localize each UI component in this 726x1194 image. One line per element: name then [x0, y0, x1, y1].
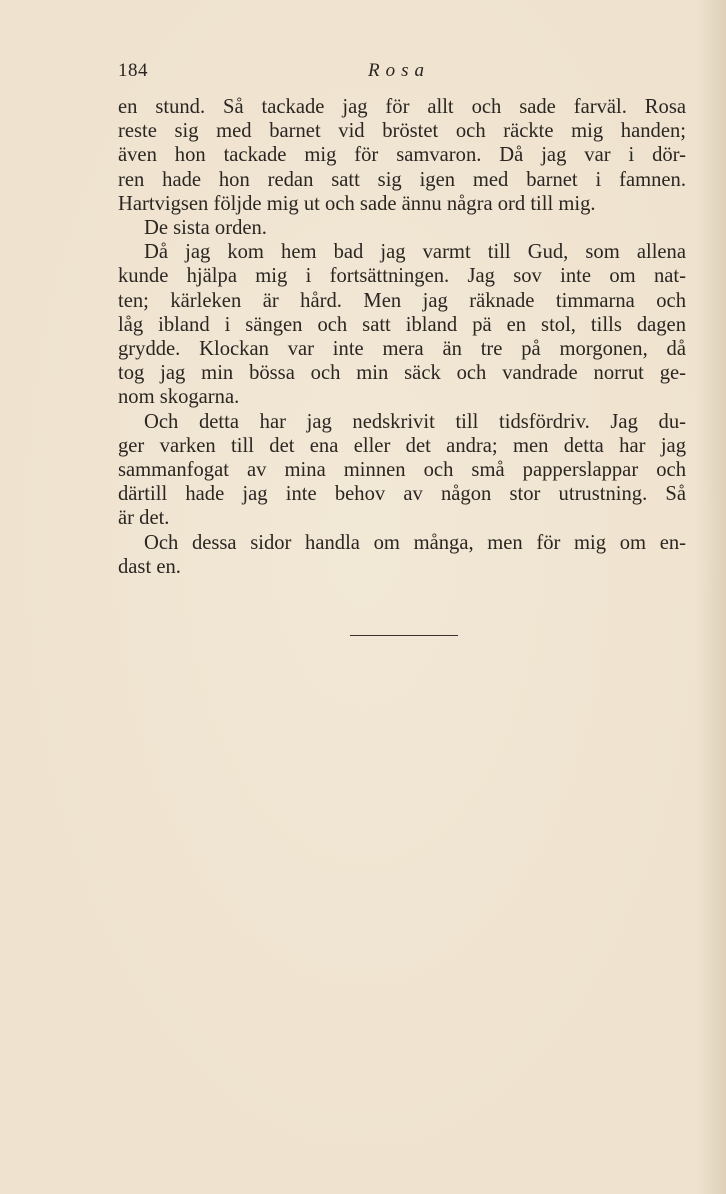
- text-line: grydde. Klockan var inte mera än tre på morgonen, då: [118, 338, 686, 361]
- text-line: även hon tackade mig för samvaron. Då jag var i dör-: [118, 144, 686, 167]
- text-line: därtill hade jag inte behov av någon stor utrustning. Så: [118, 483, 686, 506]
- running-head: [118, 60, 606, 90]
- running-title: Rosa: [368, 60, 430, 81]
- text-line: dast en.: [118, 555, 181, 578]
- text-line: sammanfogat av mina minnen och små papperslappar och: [118, 459, 686, 482]
- paragraph-5: [118, 531, 686, 579]
- text-line: kunde hjälpa mig i fortsättningen. Jag sov inte om nat-: [118, 265, 686, 288]
- text-line: en stund. Så tackade jag för allt och sade farväl. Rosa: [118, 96, 686, 118]
- text-line: är det.: [118, 507, 170, 530]
- text-line: Då jag kom hem bad jag varmt till Gud, som allena: [144, 241, 686, 264]
- paragraph-1: [118, 95, 686, 216]
- text-line: ten; kärleken är hård. Men jag räknade timmarna och: [118, 289, 686, 312]
- text-line: Hartvigsen följde mig ut och sade ännu några ord till mig.: [118, 192, 596, 215]
- text-line: ger varken till det ena eller det andra; men detta har jag: [118, 434, 686, 457]
- paragraph-2: [118, 216, 686, 240]
- text-line: reste sig med barnet vid bröstet och räckte mig handen;: [118, 120, 686, 143]
- paragraph-3: [118, 240, 686, 409]
- text-line: De sista orden.: [144, 217, 267, 240]
- text-line: tog jag min bössa och min säck och vandrade norrut ge-: [118, 362, 686, 385]
- chapter-end-rule: [350, 635, 458, 636]
- text-line: Och dessa sidor handla om många, men för mig om en-: [144, 531, 686, 554]
- text-line: nom skogarna.: [118, 386, 240, 409]
- body-text: [118, 95, 686, 579]
- text-line: ren hade hon redan satt sig igen med barnet i famnen.: [118, 168, 686, 191]
- text-line: låg ibland i sängen och satt ibland pä en stol, tills dagen: [118, 313, 686, 336]
- paragraph-4: [118, 410, 686, 531]
- page-number: 184: [118, 60, 148, 81]
- text-line: Och detta har jag nedskrivit till tidsfördriv. Jag du-: [144, 410, 686, 433]
